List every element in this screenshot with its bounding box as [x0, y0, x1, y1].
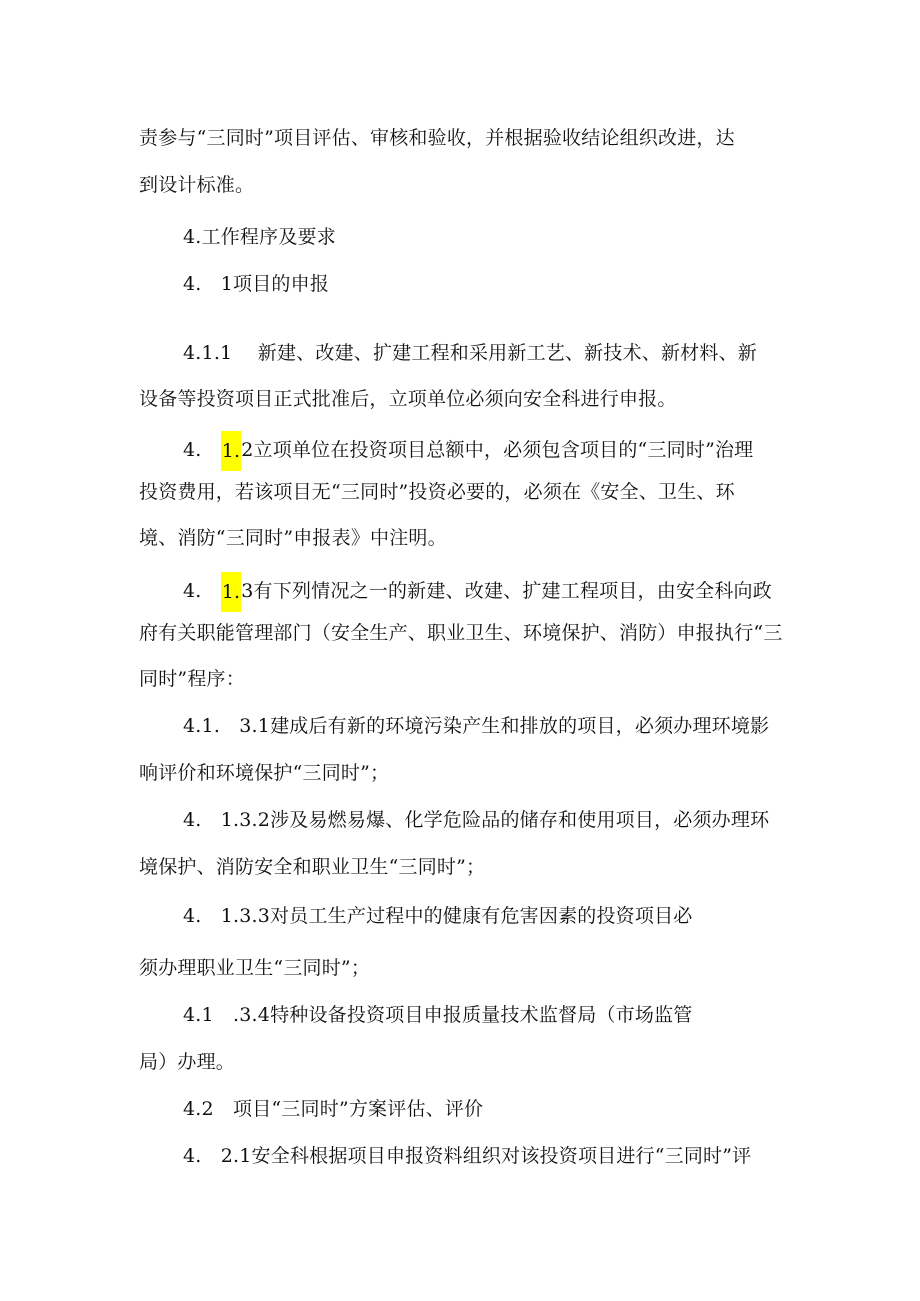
highlight-mark — [221, 431, 242, 471]
highlighted-text: 1. — [221, 581, 241, 603]
subsection-heading: 4.2 项目“三同时”方案评估、评价 — [183, 1098, 484, 1120]
paragraph-line: 府有关职能管理部门（安全生产、职业卫生、环境保护、消防）申报执行“三 — [139, 622, 783, 644]
paragraph-line: 设备等投资项目正式批准后，立项单位必须向安全科进行申报。 — [139, 388, 677, 410]
paragraph-line: 局）办理。 — [139, 1051, 236, 1073]
paragraph-line: 4.1 .3.4特种设备投资项目申报质量技术监督局（市场监管 — [183, 1004, 693, 1026]
paragraph-line: 4.1.1 新建、改建、扩建工程和采用新工艺、新技术、新材料、新 — [183, 342, 757, 364]
subsection-heading: 4. 1项目的申报 — [183, 273, 330, 295]
paragraph-line: 响评价和环境保护“三同时”； — [139, 762, 390, 784]
paragraph-line: 到设计标准。 — [139, 174, 255, 196]
paragraph-line: 投资费用，若该项目无“三同时”投资必要的，必须在《安全、卫生、环 — [139, 481, 735, 503]
highlight-mark — [221, 572, 242, 612]
clause-prefix: 4. — [183, 580, 221, 602]
paragraph-line: 境、消防“三同时”申报表》中注明。 — [139, 527, 447, 549]
highlighted-text: 1. — [221, 440, 241, 462]
clause-text: 2立项单位在投资项目总额中，必须包含项目的“三同时”治理 — [241, 439, 754, 461]
clause-prefix: 4. — [183, 439, 221, 461]
paragraph-line: 境保护、消防安全和职业卫生“三同时”； — [139, 856, 486, 878]
paragraph-line — [183, 431, 753, 471]
paragraph-line: 责参与“三同时”项目评估、审核和验收，并根据验收结论组织改进，达 — [139, 127, 735, 149]
paragraph-line: 4. 1.3.2涉及易燃易爆、化学危险品的储存和使用项目，必须办理环 — [183, 809, 770, 831]
paragraph-line: 4. 2.1安全科根据项目申报资料组织对该投资项目进行“三同时”评 — [183, 1145, 752, 1167]
paragraph-line: 4.1. 3.1建成后有新的环境污染产生和排放的项目，必须办理环境影 — [183, 715, 770, 737]
section-heading: 4.工作程序及要求 — [183, 226, 336, 248]
paragraph-line: 同时”程序： — [139, 668, 245, 690]
paragraph-line: 须办理职业卫生“三同时”； — [139, 957, 371, 979]
paragraph-line: 4. 1.3.3对员工生产过程中的健康有危害因素的投资项目必 — [183, 905, 693, 927]
paragraph-line — [183, 572, 772, 612]
clause-text: 3有下列情况之一的新建、改建、扩建工程项目，由安全科向政 — [241, 580, 772, 602]
